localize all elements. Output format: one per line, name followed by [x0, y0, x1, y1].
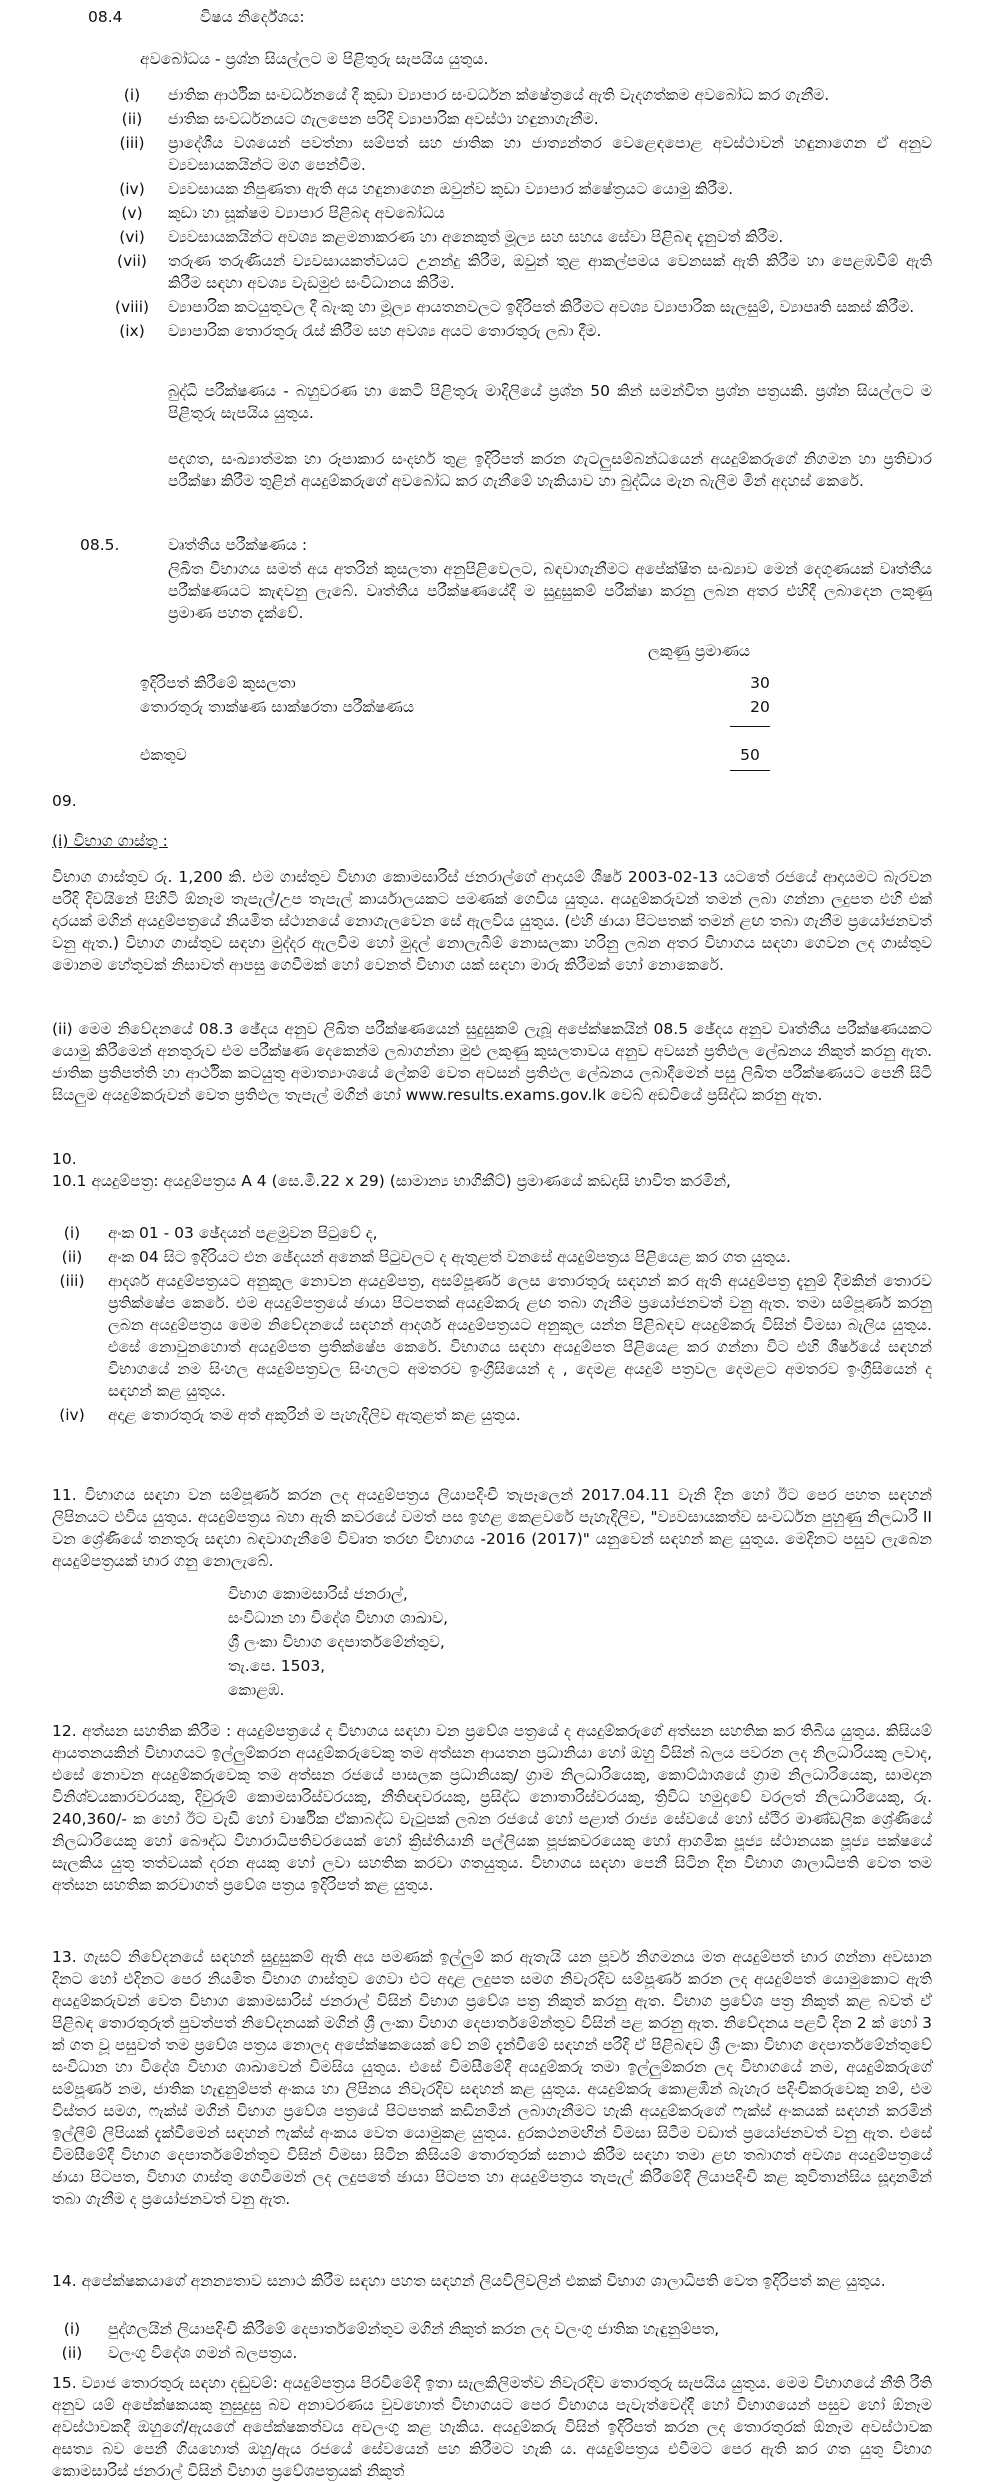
list-item-number: (ii) [61, 2344, 83, 2362]
list-item-number: (iv) [59, 1406, 85, 1424]
mailing-address [228, 1582, 448, 1702]
list-item [52, 2318, 932, 2340]
marks-table [140, 672, 780, 720]
list-item [112, 178, 932, 200]
section-number: 08.5. [80, 536, 120, 554]
list-item-number: (ix) [119, 322, 145, 340]
list-item-text: ව්‍යාපාරික තොරතුරු රැස් කිරීම සහ අවශ්‍ය අයට තොරතුරු ලබා දීම. [168, 322, 602, 340]
list-item-text: තරුණ තරුණියන් ව්‍යවසායකත්වයට උනන්දු කිරීම, ඔවුන් තුළ ආකල්පමය වෙනසක් ඇති කිරීම හා පෙළඹවීම් ඇති කිරීම සඳහා අවශ්‍ය වැඩමුළු සංවිධානය කිරීම. [168, 252, 932, 292]
section-number: 08.4 [88, 8, 123, 26]
list-item-number: (iii) [119, 134, 145, 152]
list-item-number: (iii) [59, 1272, 85, 1290]
iq-test-paragraph: බුද්ධි පරීක්ෂණය - බහුවරණ හා කෙටි පිළිතුරු මාදිලියේ ප්‍රශ්න 50 කින් සමන්විත ප්‍රශ්න පත්‍රයකි. ප්‍රශ්න සියල්ලට ම පිළිතුරු සැපයිය යුතුය. [168, 382, 932, 422]
list-item [52, 1270, 932, 1402]
list-item-text: ව්‍යවසායක නිපුණතා ඇති අය හඳුනාගෙන ඔවුන්ව කුඩා ව්‍යාපාර ක්ෂේත්‍රයට යොමු කිරීම. [168, 180, 734, 198]
list-item [112, 202, 932, 224]
address-line: කොළඹ. [228, 1681, 285, 1699]
signature-certification-paragraph: 12. අත්සන සහතික කිරීම : අයදුම්පත්‍රයේ ද විභාගය සඳහා වන ප්‍රවේශ පත්‍රයේ ද අයදුම්කරුගේ අත්සන සහතික කර තිබිය යුතුය. කිසියම් ආයතනයකින් විභාගයට ඉල්ලුම්කරන අයදුම්කරුවෙකු තම අත්සන ආයතන ප්‍රධානියා හෝ ඔහු විසින් බලය පවරන ලද නිලධාරියකු ලවාද, එසේ නොවන අයදුම්කරුවෙකු තම අත්සන රජයේ පාසලක ප්‍රධානියකු/ ග්‍රාම නිලධාරියෙකු, කොට්ඨාශයේ ග්‍රාම නිලධාරියෙකු, සාමදාන විනිශ්චයකාරවරයකු, දිවුරුම් කොමසාරිස්වරයකු, නීතිඥවරයකු, ප්‍රසිද්ධ නොතාරිස්වරයකු, ත්‍රිවිධ හමුදාවේ වරලත් නිලධාරියෙකු, රු. 240,360/- ක හෝ ඊට වැඩි හෝ වාර්ෂික ඒකාබද්ධ වැටුපක් ලබන රජයේ හෝ පළාත් රාජ්‍ය සේවයේ හෝ ස්ථිර මාණ්ඩලික ශ්‍රේණියේ නිලධාරියෙකු හෝ බෞද්ධ විහාරාධිපතිවරයෙක් හෝ ක්‍රිස්තියානි පල්ලියක පූජකවරයෙකු හෝ ආගමික පූජ්‍ය ස්ථානයක පූජ්‍ය පක්ෂයේ සැලකිය යුතු තත්වයක් දරන අයකු හෝ ලවා සහතික කරවා ගතයුතුය. විභාගය සඳහා පෙනී සිටින දින විභාග ශාලාධිපති වෙත තම අත්සන සහතික කරවාගත් ප්‍රවේශ පත්‍රය ඉදිරිපත් කළ යුතුය. [52, 1722, 932, 1894]
syllabus-list [112, 84, 932, 344]
list-item-text: ප්‍රාදේශීය වශයෙන් පවත්නා සම්පත් සහ ජාතික හා ජාත්‍යන්තර වෙළෙඳපොළ අවස්ථාවන් හඳුනාගෙන ඒ අනුව ව්‍යවසායකයින්ට මග පෙන්වීම. [168, 134, 932, 174]
submission-paragraph: 11. විභාගය සඳහා වන සම්පූර්ණ කරන ලද අයදුම්පත්‍රය ලියාපදිංචි තැපෑලෙන් 2017.04.11 වැනි දින හෝ ඊට පෙර පහත සඳහන් ලිපිනයට එවිය යුතුය. අයදුම්පත්‍රය බහා ඇති කවරයේ වමත් පස ඉහළ කෙළවරේ පැහැදිලිව, "ව්‍යවසායකත්ව සංවර්ධන පුහුණු නිලධාරී II වන ශ්‍රේණියේ තනතුරු සඳහා බඳවාගැනීමේ විවෘත තරඟ විභාගය -2016 (2017)" යනුවෙන් සඳහන් කළ යුතුය. මෙදිනට පසුව ලැබෙන අයදුම්පත්‍රයක් භාර ගනු නොලැබේ. [52, 1486, 932, 1570]
marks-label: ඉදිරිපත් කිරීමේ කුසලතා [140, 674, 296, 692]
list-item-text: කුඩා හා සූක්ෂම ව්‍යාපාර පිළිබඳ අවබෝධය [168, 204, 445, 222]
marks-total-value: 50 [740, 746, 760, 764]
exam-fee-heading: (i) විභාග ගාස්තු : [52, 832, 168, 850]
marks-row [140, 672, 780, 696]
admission-card-paragraph: 13. ගැසට් නිවේදනයේ සඳහන් සුදුසුකම් ඇති අය පමණක් ඉල්ලුම් කර ඇතැයි යන පූර්ව නිගමනය මත අයදුම්පත් භාර ගන්නා අවසාන දිනට හෝ එදිනට පෙර නියමිත විභාග ගාස්තුව ගෙවා එට අදාළ ලදුපත සමග නිවැරදිව සම්පූර්ණ කරන ලද අයදුම්පත් යොමුකොට ඇති අයදුම්කරුවන් වෙත විභාග කොමසාරිස් ජනරාල් විසින් විභාග ප්‍රවේශ පත්‍ර නිකුත් කරනු ඇත. විභාග ප්‍රවේශ පත්‍ර නිකුත් කළ බවත් ඒ පිළිබඳ තොරතුරුත් පුවත්පත් නිවේදනයක් මගින් ශ්‍රී ලංකා විභාග දෙපාර්තමේන්තුව විසින් පළ කරනු ඇත. නිවේදනය පළවී දින 2 ක් හෝ 3 ක් ගත වූ පසුවත් තම ප්‍රවේශ පත්‍රය නොලද අපේක්ෂකයෙක් වේ නම් දැන්වීමේ සඳහන් පරිදි ඒ පිළිබඳව ශ්‍රී ලංකා විභාග දෙපාර්තමේන්තුවේ සංවිධාන හා විදේශ විභාග ශාඛාවෙන් විමසිය යුතුය. එසේ විමසීමේදී අයදුම්කරු තමා ඉල්ලුම්කරන ලද විභාගයේ නම, අයදුම්කරුගේ සම්පූර්ණ නම, ජාතික හැඳුනුම්පත් අංකය හා ලිපිනය නිවැරදිව සඳහන් කළ යුතුය. අයදුම්කරු කොළඹින් බැහැර පදිංචිකරුවෙකු නම්, එම විස්තර සමග, ෆැක්ස් මගින් විභාග ප්‍රවේශ පත්‍රයේ පිටපතක් කඩිනමින් ලබාගැනීමට හැකි අයදුම්කරුගේ ෆැක්ස් අංකයක් සඳහන් කරමින් ඉල්ලීම් ලිපියක් දැක්වීමෙන් සඳහන් ෆැක්ස් අංකය වෙත යොමුකළ යුතුය. දුරකථනමඟින් විමසා සිටීම වඩාත් ප්‍රයෝජනවත් වනු ඇත. එසේ විමසීමේදී විභාග දෙපාර්තමේන්තුව විසින් විමසා සිටින කිසියම් තොරතුරක් සනාථ කිරීම සඳහා තමා ළඟ තබාගත් අවශ්‍ය අයදුම්පත්‍රයේ ඡායා පිටපත, විභාග ගාස්තු ගෙවීමෙන් ලද ලදුපතේ ඡායා පිටපත හා අයදුම්පත්‍රය තැපැල් කිරීමේදී ලියාපදිංචි කළ කුවිතාන්සිය සූදානමින් තබා ගැනීම ද ප්‍රයෝජනවත් වනු ඇත. [52, 1948, 932, 2208]
false-info-penalty-paragraph: 15. ව්‍යාජ තොරතුරු සඳහා දඬුවම්: අයදුම්පත්‍රය පිරවීමේදී ඉතා සැලකිලිමත්ව නිවැරදිව තොරතුරු සැපයිය යුතුය. මෙම විභාගයේ නීති රීති අනුව යම් අපේක්ෂකයකු නුසුදුසු බව අනාවරණය වුවහොත් විභාගයට පෙර විභාගය පැවැත්වෙද්දී හෝ විභාගයෙන් පසුව හෝ ඕනෑම අවස්ථාවකදී ඔහුගේ/ඇයගේ අපේක්ෂකත්වය අවලංගු කළ හැකිය. අයදුම්කරු විසින් ඉදිරිපත් කරන ලද තොරතුරක් ඕනෑම අවස්ථාවක අසත්‍ය බව පෙනී ගියහොත් ඔහු/ඇය රජයේ සේවයෙන් පහ කිරීමට හැකි ය. අයදුම්පත්‍රය එවීමට පෙර ඇති කර ගත යුතු විභාග කොමසාරිස් ජනරාල් විසින් විභාග ප්‍රවේශපත්‍රයක් නිකුත් [52, 2374, 932, 2480]
list-item-text: වලංගු විදේශ ගමන් බලපත්‍රය. [108, 2344, 298, 2362]
total-divider-bottom [730, 770, 770, 771]
list-item [52, 1246, 932, 1268]
list-item [112, 296, 932, 318]
exam-fee-paragraph: විභාග ගාස්තුව රු. 1,200 කි. එම ගාස්තුව විභාග කොමසාරිස් ජනරාල්ගේ ආදායම් ශීර්ෂ 2003-02-13 යටතේ රජයේ ආදායමට බැරවන පරිදි දිවයිනේ පිහිටි ඕනෑම තැපැල්/උප තැපැල් කාර්යාලයකට පමණක් ගෙවිය යුතුය. අයදුම්කරුවන් තමන් ලබා ගන්නා ලදුපත එහි එක් දාරයක් මගින් අයදුම්පත්‍රයේ නියමිත ස්ථානයේ නොගැලවෙන සේ ඇලවිය යුතුය. (එහි ඡායා පිටපතක් තමන් ළඟ තබා ගැනීම ප්‍රයෝජනවත් වනු ඇත.) විභාග ගාස්තුව සඳහා මුද්දර ඇලවීම හෝ මුදල් නොලැබීම් නොසලකා හරිනු ලබන අතර විභාගය සඳහා ගෙවන ලද ගාස්තුව මොනම හේතුවක් නිසාවත් ආපසු ගෙවීමක් හෝ වෙනත් විභාග යක් සඳහා මාරු කිරීමක් හෝ නොකෙරේ. [52, 868, 932, 974]
list-item-number: (ii) [121, 110, 143, 128]
syllabus-intro: අවබෝධය - ප්‍රශ්න සියල්ලට ම පිළිතුරු සැපයිය යුතුය. [140, 50, 489, 68]
total-divider-top [730, 726, 770, 727]
section-title: විෂය නිර්දේශය: [200, 8, 305, 26]
list-item-number: (i) [123, 86, 141, 104]
marks-value: 20 [750, 698, 770, 716]
list-item [52, 1222, 932, 1244]
list-item-number: (iv) [119, 180, 145, 198]
marks-total-label: එකතුව [140, 746, 187, 764]
section-title: වෘත්තීය පරීක්ෂණය : [168, 536, 308, 554]
list-item-number: (i) [63, 2320, 81, 2338]
vocational-test-paragraph: ලිඛිත විභාගය සමත් අය අතරින් කුසලතා අනුපිළිවෙලට, බඳවාගැනීමට අපේක්ෂිත සංඛ්‍යාව මෙන් දෙගුණයක් වෘත්තීය පරීක්ෂණයට කැඳවනු ලැබේ. වෘත්තීය පරීක්ෂණයේදී ම සුදුසුකම් පරීක්ෂා කරනු ලබන අතර එහිදී ලබාදෙන ලකුණු ප්‍රමාණ පහත දැක්වේ. [168, 560, 932, 622]
list-item-text: ජාතික ආර්ථික සංවර්ධනයේ දී කුඩා ව්‍යාපාර සංවර්ධන ක්ෂේත්‍රයේ ඇති වැදගත්කම අවබෝධ කර ගැනීම. [168, 86, 830, 104]
address-line: තැ.පෙ. 1503, [228, 1657, 326, 1675]
address-line: විභාග කොමසාරිස් ජනරාල්, [228, 1585, 408, 1603]
section-number: 09. [52, 792, 77, 810]
list-item [112, 250, 932, 294]
list-item [52, 1404, 932, 1426]
list-item [112, 226, 932, 248]
list-item-number: (v) [121, 204, 143, 222]
list-item-text: ජාතික සංවර්ධනයට ගැලපෙන පරිදි ව්‍යාපාරික අවස්ථා හඳුනාගැනීම. [168, 110, 599, 128]
address-line: ශ්‍රී ලංකා විභාග දෙපාර්තමේන්තුව, [228, 1633, 445, 1651]
iq-test-description: පදගත, සංඛ්‍යාත්මක හා රූපාකාර සංදර්භ තුළ ඉදිරිපත් කරන ගැටලුසම්බන්ධයෙන් අයදුම්කරුගේ නිගමන හා ප්‍රතිචාර පරීක්ෂා කිරීම තුළින් අයදුම්කරුගේ අවබෝධ කර ගැනීමේ හැකියාව හා බුද්ධිය මැන බැලීම මින් අදහස් කෙරේ. [168, 450, 932, 490]
section-number: 10. [52, 1150, 77, 1168]
list-item-number: (vii) [117, 252, 147, 270]
identity-paragraph: 14. අපේක්ෂකයාගේ අනන්‍යතාව සනාථ කිරීම සඳහා පහත සඳහන් ලියවිලිවලින් එකක් විභාග ශාලාධිපති වෙත ඉදිරිපත් කළ යුතුය. [52, 2272, 886, 2290]
list-item-text: අදාළ තොරතුරු තම අත් අකුරින් ම පැහැදිලිව ඇතුළත් කළ යුතුය. [108, 1406, 521, 1424]
list-item-number: (ii) [61, 1248, 83, 1266]
list-item-text: අංක 04 සිට ඉදිරියට එන ඡේදයන් අනෙක් පිටුවලට ද ඇතුළත් වනසේ අයදුම්පත්‍රය පිළියෙළ කර ගත යුතුය. [108, 1248, 791, 1266]
list-item-text: අංක 01 - 03 ඡේදයන් පළමුවන පිටුවේ ද, [108, 1224, 378, 1242]
list-item-text: ව්‍යවසායකයින්ට අවශ්‍ය කළමනාකරණ හා අනෙකුත් මූල්‍ය සහ සහය සේවා පිළිබඳ දැනුවත් කිරීම. [168, 228, 784, 246]
list-item-text: ආදර්ශ අයදුම්පත්‍රයට අනුකූල නොවන අයදුම්පත්‍ර, අසම්පූර්ණ ලෙස තොරතුරු සඳහන් කර ඇති අයදුම්පත්‍ර දැනුම් දීමකින් තොරව ප්‍රතික්ෂේප කෙරේ. එම අයදුම්පත්‍රයේ ඡායා පිටපතක් අයදුම්කරු ළඟ තබා ගැනීම ප්‍රයෝජනවත් වනු ඇත. තමා සම්පූර්ණ කරනු ලබන අයදුම්පත්‍රය මෙම නිවේදනයේ සඳහන් ආදර්ශ අයදුම්පත්‍රයට අනුකූල යන්න පිළිබඳව අයදුම්කරු විසින් විමසා බැලිය යුතුය. එසේ නොවුනහොත් අයදුම්පත ප්‍රතික්ෂේප කෙරේ. විභාගය සඳහා අයදුම්පත පිළියෙළ කර ගන්නා විට එහි ශීර්ෂයේ සඳහන් විභාගයේ නම සිංහල අයදුම්පත්‍රවල සිංහලට අමතරව ඉංග්‍රීසියෙන් ද , දෙමළ අයදුම් පත්‍රවල දෙමළට අමතරව ඉංග්‍රීසියෙන් ද සඳහන් කළ යුතුය. [108, 1272, 932, 1400]
address-line: සංවිධාන හා විදේශ විභාග ශාඛාව, [228, 1609, 449, 1627]
marks-row [140, 696, 780, 720]
application-list [52, 1222, 932, 1428]
identity-documents-list [52, 2318, 932, 2366]
marks-value: 30 [750, 674, 770, 692]
application-heading: 10.1 අයදුම්පත්‍ර: අයදුම්පත්‍රය A 4 (සෙ.මී.22 x 29) (සාමාන්‍ය භාගිකීට්) ප්‍රමාණයේ කඩදාසි භාවිත කරමින්, [52, 1172, 731, 1190]
list-item [52, 2342, 932, 2364]
list-item [112, 84, 932, 106]
marks-label: තොරතුරු තාක්ෂණ සාක්ෂරතා පරීක්ෂණය [140, 698, 414, 716]
list-item [112, 132, 932, 176]
list-item-text: පුද්ගලයින් ලියාපදිංචි කිරීමේ දෙපාර්තමේන්තුව මගින් නිකුත් කරන ලද වලංගු ජාතික හැඳුනුම්පත, [108, 2320, 720, 2338]
list-item-number: (viii) [114, 298, 150, 316]
list-item-text: ව්‍යාපාරික කටයුතුවල දී බැංකු හා මූල්‍ය ආයතනවලට ඉදිරිපත් කිරීමට අවශ්‍ය ව්‍යාපාරික සැලසුම්, ව්‍යාපෘති සකස් කිරීම. [168, 298, 915, 316]
list-item [112, 320, 932, 342]
marks-header: ලකුණු ප්‍රමාණය [648, 642, 751, 660]
list-item-number: (i) [63, 1224, 81, 1242]
list-item [112, 108, 932, 130]
list-item-number: (vi) [119, 228, 145, 246]
results-paragraph: (ii) මෙම නිවේදනයේ 08.3 ඡේදය අනුව ලිඛිත පරීක්ෂණයෙන් සුදුසුකම් ලැබූ අපේක්ෂකයින් 08.5 ඡේදය අනුව වෘත්තීය පරීක්ෂණයකට යොමු කිරීමෙන් අනතුරුව එම පරීක්ෂණ දෙකෙන්ම ලබාගන්නා මුළු ලකුණු කුසලතාවය අනුව අවසන් ප්‍රතිඵල ලේඛනය නිකුත් කරනු ඇත. ජාතික ප්‍රතිපත්ති හා ආර්ථික කටයුතු අමාත්‍යාංශයේ ලේකම් වෙත අවසන් ප්‍රතිඵල ලේඛනය ලබාදීමෙන් පසු ලිඛිත පරීක්ෂණයට පෙනී සිටි සියලුම අයදුම්කරුවන් වෙත ප්‍රතිඵල තැපැල් මගින් හෝ www.results.exams.gov.lk වෙබ් අඩවියේ ප්‍රසිද්ධ කරනු ඇත. [52, 1020, 932, 1104]
